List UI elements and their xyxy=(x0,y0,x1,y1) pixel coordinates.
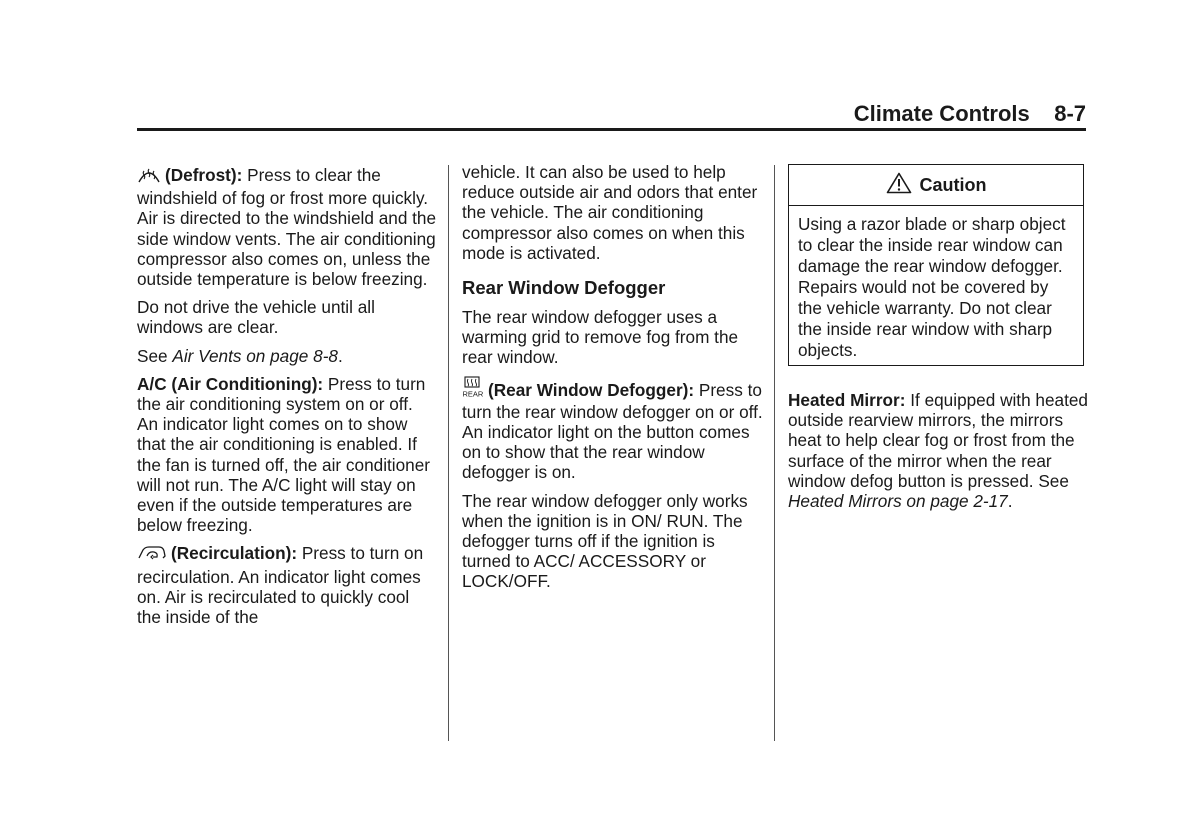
page-header xyxy=(137,100,1086,130)
heated-mirror-paragraph xyxy=(788,390,1088,511)
column-left xyxy=(137,165,437,635)
heated-mirror-label: Heated Mirror: xyxy=(788,390,906,410)
recirculation-text: Press to turn on recirculation. An indicator light comes on. Air is recirculated to quickly cool the inside of the xyxy=(137,543,424,628)
drive-warning-paragraph: Do not drive the vehicle until all windows are clear. xyxy=(137,297,375,338)
heated-mirror-suffix: . xyxy=(1007,491,1013,512)
caution-title: Caution xyxy=(919,174,987,195)
column-middle xyxy=(462,162,767,600)
see-prefix: See xyxy=(137,345,173,366)
caution-text: Using a razor blade or sharp object to clear the inside rear window can damage the rear window defogger. Repairs would not be covered by the vehicle warranty. Do not clear the inside rear window with sharp objects. xyxy=(798,214,1066,360)
caution-header xyxy=(789,165,1083,206)
heated-mirrors-link[interactable]: Heated Mirrors on page 2-17 xyxy=(788,491,1008,512)
ac-paragraph xyxy=(137,374,437,536)
warning-icon xyxy=(886,172,912,199)
page-title xyxy=(854,100,1086,128)
defrost-label: (Defrost): xyxy=(165,165,243,185)
see-reference-paragraph xyxy=(137,346,437,366)
rear-defogger-icon xyxy=(462,376,484,402)
section-heading: Rear Window Defogger xyxy=(462,277,666,299)
rear-defogger-text: Press to turn the rear window defogger on or off. An indicator light on the button comes on to show that the rear window defogger is on. xyxy=(462,379,763,483)
defogger-ignition-paragraph: The rear window defogger only works when the ignition is in ON/ RUN. The defogger turns off if the ignition is turned to ACC/ ACCESSORY or LOCK/OFF. xyxy=(462,490,748,592)
defrost-text: Press to clear the windshield of fog or frost more quickly. Air is directed to the windshield and the side window vents. The air conditioning compressor also comes on, unless the outside temperature is below freezing. xyxy=(137,165,437,290)
ac-text: Press to turn the air conditioning system on or off. An indicator light comes on to show that the air conditioning is enabled. If the fan is turned off, the air conditioner will not run. The A/C light will stay on even if the outside temperatures are below freezing. xyxy=(137,373,431,536)
column-right xyxy=(788,390,1088,519)
column-divider xyxy=(774,165,775,741)
caution-box xyxy=(788,164,1084,366)
rear-defogger-label: (Rear Window Defogger): xyxy=(488,379,695,400)
defrost-icon xyxy=(137,166,161,188)
heated-mirror-text: If equipped with heated outside rearview mirrors, the mirrors heat to help clear fog or frost from the surface of the mirror when the rear window defog button is pressed. See xyxy=(788,390,1088,491)
rear-icon-label: REAR xyxy=(462,389,484,398)
defogger-button-paragraph xyxy=(462,376,767,483)
header-rule xyxy=(137,128,1086,131)
see-suffix: . xyxy=(337,345,343,366)
ac-label: A/C (Air Conditioning): xyxy=(137,373,324,394)
air-vents-link[interactable]: Air Vents on page 8-8 xyxy=(172,345,338,366)
defrost-paragraph xyxy=(137,165,437,289)
recirculation-continued: vehicle. It can also be used to help reduce outside air and odors that enter the vehicle. The air conditioning compressor also comes on when this mode is activated. xyxy=(462,162,758,263)
recirculation-icon xyxy=(137,544,167,566)
defogger-intro: The rear window defogger uses a warming grid to remove fog from the rear window. xyxy=(462,307,739,368)
recirculation-paragraph xyxy=(137,543,437,627)
section-title: Climate Controls xyxy=(853,101,1030,126)
recirculation-label: (Recirculation): xyxy=(171,543,298,564)
page-number: 8-7 xyxy=(1054,101,1086,126)
column-divider xyxy=(448,165,449,741)
